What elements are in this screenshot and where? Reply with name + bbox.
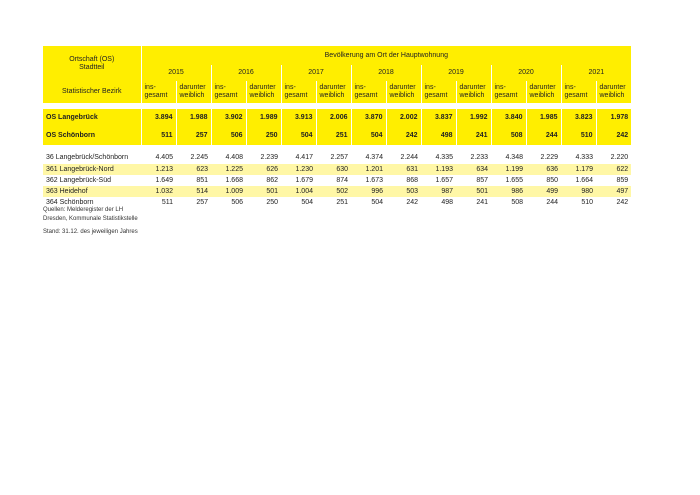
table-cell: 514	[176, 186, 211, 197]
table-cell: 868	[406, 176, 418, 184]
table-cell: 3.823	[561, 109, 596, 127]
stand-note: Stand: 31.12. des jeweiligen Jahres	[43, 229, 138, 235]
table-cell: 1.989	[246, 109, 281, 127]
table-cell: 510	[581, 198, 593, 206]
subheader-insgesamt: ins- gesamt	[281, 81, 316, 103]
table-cell: 1.193	[421, 164, 456, 175]
year-header: 2015	[141, 65, 211, 81]
table-cell: 862	[266, 176, 278, 184]
table-cell: 504	[301, 198, 313, 206]
table-cell: 1.988	[176, 109, 211, 127]
table-cell: 4.408	[225, 153, 243, 161]
table-cell: 980	[561, 186, 596, 197]
table-cell: 2.244	[400, 153, 418, 161]
table-cell: 241	[456, 127, 491, 145]
table-cell: 244	[546, 198, 558, 206]
source-line-2: Dresden, Kommunale Statistikstelle	[43, 215, 138, 222]
table-cell: 242	[616, 198, 629, 206]
table-cell: 859	[616, 176, 629, 184]
table-cell: 1.673	[365, 176, 383, 184]
subheader-insgesamt: ins- gesamt	[211, 81, 246, 103]
header-bezirk: Statistischer Bezirk	[43, 81, 141, 103]
header-title: Bevölkerung am Ort der Hauptwohnung	[141, 46, 631, 65]
year-header: 2021	[561, 65, 631, 81]
table-cell: 1.225	[211, 164, 246, 175]
table-cell: 2.257	[330, 153, 348, 161]
table-cell: 242	[406, 198, 418, 206]
year-header: 2016	[211, 65, 281, 81]
table-cell: 502	[316, 186, 351, 197]
table-cell: 504	[371, 198, 383, 206]
table-cell: 1.004	[281, 186, 316, 197]
table-cell: 4.335	[435, 153, 453, 161]
table-cell: 622	[596, 164, 631, 175]
table-cell: 251	[336, 198, 348, 206]
table-cell: 630	[316, 164, 351, 175]
table-cell: 511	[141, 127, 176, 145]
source-line-1: Quellen: Melderegister der LH	[43, 207, 124, 213]
row-label: 363 Heidehof	[43, 186, 141, 197]
table-cell: 2.239	[260, 153, 278, 161]
table-cell: 1.657	[435, 176, 453, 184]
table-cell: 1.230	[281, 164, 316, 175]
table-cell: 1.655	[505, 176, 523, 184]
table-cell: 508	[511, 198, 523, 206]
year-header: 2019	[421, 65, 491, 81]
table-cell: 1.664	[575, 176, 593, 184]
table-row	[43, 109, 631, 127]
table-cell: 504	[281, 127, 316, 145]
table-cell: 257	[176, 127, 211, 145]
table-cell: 3.840	[491, 109, 526, 127]
table-cell: 996	[351, 186, 386, 197]
table-cell: 3.902	[211, 109, 246, 127]
table-cell: 242	[596, 127, 631, 145]
table-cell: 1.213	[141, 164, 176, 175]
table-cell: 504	[351, 127, 386, 145]
table-cell: 2.233	[470, 153, 488, 161]
table-cell: 257	[196, 198, 208, 206]
population-table	[43, 46, 631, 208]
table-cell: 3.837	[421, 109, 456, 127]
table-cell: 2.002	[386, 109, 421, 127]
table-row	[43, 164, 631, 175]
subheader-darunter-weiblich: darunter weiblich	[456, 81, 491, 103]
table-cell: 499	[526, 186, 561, 197]
table-cell: 250	[266, 198, 278, 206]
table-cell: 503	[386, 186, 421, 197]
row-label: 362 Langebrück-Süd	[46, 176, 111, 184]
footnotes	[43, 206, 138, 237]
table-cell: 857	[476, 176, 488, 184]
table-body	[43, 103, 631, 208]
table-cell: 506	[211, 127, 246, 145]
subheader-row	[43, 81, 631, 103]
table-cell: 4.405	[155, 153, 173, 161]
table-cell: 1.649	[155, 176, 173, 184]
table-cell: 2.229	[540, 153, 558, 161]
subheader-insgesamt: ins- gesamt	[491, 81, 526, 103]
table-row	[43, 175, 631, 186]
table-cell: 1.201	[351, 164, 386, 175]
table-row	[43, 127, 631, 145]
table-cell: 506	[231, 198, 243, 206]
row-label: OS Langebrück	[43, 109, 141, 127]
subheader-insgesamt: ins- gesamt	[351, 81, 386, 103]
table-header	[43, 46, 631, 103]
table-cell: 244	[526, 127, 561, 145]
table-cell: 2.220	[610, 153, 629, 161]
table-cell: 501	[246, 186, 281, 197]
subheader-darunter-weiblich: darunter weiblich	[386, 81, 421, 103]
table-cell: 1.179	[561, 164, 596, 175]
table-cell: 3.870	[351, 109, 386, 127]
subheader-darunter-weiblich: darunter weiblich	[246, 81, 281, 103]
year-header: 2018	[351, 65, 421, 81]
year-header: 2020	[491, 65, 561, 81]
row-label: 36 Langebrück/Schönborn	[46, 153, 129, 161]
subheader-insgesamt: ins- gesamt	[421, 81, 456, 103]
table-cell: 508	[491, 127, 526, 145]
table-cell: 250	[246, 127, 281, 145]
subheader-darunter-weiblich: darunter weiblich	[316, 81, 351, 103]
table-cell: 636	[526, 164, 561, 175]
table-cell: 3.913	[281, 109, 316, 127]
header-ortschaft: Ortschaft (OS) Stadtteil	[43, 46, 141, 81]
table-cell: 3.894	[141, 109, 176, 127]
table-cell: 1.009	[211, 186, 246, 197]
table-cell: 510	[561, 127, 596, 145]
table-cell: 241	[476, 198, 488, 206]
table-cell: 634	[456, 164, 491, 175]
subheader-insgesamt: ins- gesamt	[141, 81, 176, 103]
year-header: 2017	[281, 65, 351, 81]
table-cell: 1.668	[225, 176, 243, 184]
table-cell: 851	[196, 176, 208, 184]
row-label: 364 Schönborn	[46, 198, 94, 206]
table-cell: 874	[336, 176, 348, 184]
table-cell: 631	[386, 164, 421, 175]
row-label: OS Schönborn	[43, 127, 141, 145]
subheader-insgesamt: ins- gesamt	[561, 81, 596, 103]
table-cell: 987	[421, 186, 456, 197]
table-cell: 511	[161, 198, 173, 206]
table-cell: 4.417	[295, 153, 313, 161]
table-cell: 1.992	[456, 109, 491, 127]
table-cell: 2.245	[190, 153, 208, 161]
table-cell: 1.679	[295, 176, 313, 184]
table-row	[43, 186, 631, 197]
subheader-darunter-weiblich: darunter weiblich	[596, 81, 631, 103]
table-cell: 4.348	[505, 153, 523, 161]
table-cell: 4.333	[575, 153, 593, 161]
table-cell: 1.032	[141, 186, 176, 197]
table-cell: 850	[546, 176, 558, 184]
table-row	[43, 151, 631, 164]
table-cell: 497	[596, 186, 631, 197]
row-label: 361 Langebrück-Nord	[43, 164, 141, 175]
table-cell: 1.978	[596, 109, 631, 127]
table-cell: 2.006	[316, 109, 351, 127]
table-cell: 242	[386, 127, 421, 145]
table-cell: 986	[491, 186, 526, 197]
table-cell: 251	[316, 127, 351, 145]
subheader-darunter-weiblich: darunter weiblich	[176, 81, 211, 103]
table-cell: 498	[441, 198, 453, 206]
table-cell: 501	[456, 186, 491, 197]
table-cell: 626	[246, 164, 281, 175]
table-cell: 1.985	[526, 109, 561, 127]
table-cell: 498	[421, 127, 456, 145]
table-cell: 623	[176, 164, 211, 175]
subheader-darunter-weiblich: darunter weiblich	[526, 81, 561, 103]
table-cell: 4.374	[365, 153, 383, 161]
table-cell: 1.199	[491, 164, 526, 175]
